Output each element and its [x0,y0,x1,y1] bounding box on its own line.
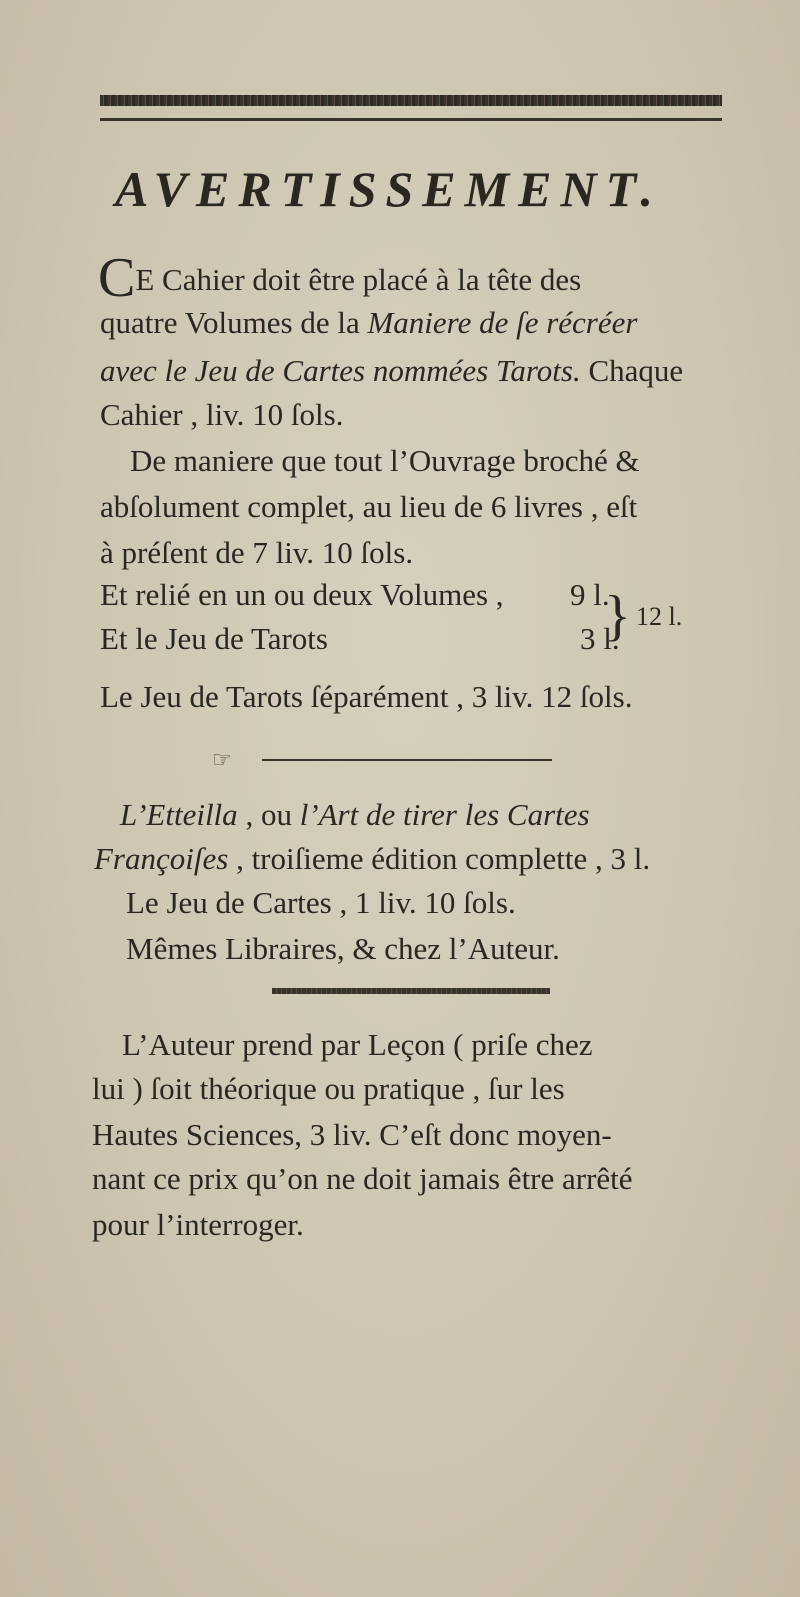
para2-line2: abſolument complet, au lieu de 6 livres , eſt [100,489,638,524]
para1-line1-text: E Cahier doit être placé à la tête des [135,262,582,297]
para1-line3-italic: avec le Jeu de Cartes nommées Tarots. [100,353,581,388]
para1-line3-text: Chaque [580,353,684,388]
etteilla-francoises-italic: Françoiſes [94,841,229,876]
para2-line3: à préſent de 7 liv. 10 ſols. [100,535,414,570]
etteilla-line2 [94,842,650,876]
lesson-line3: Hautes Sciences, 3 liv. C’eſt donc moyen- [92,1117,612,1152]
etteilla-line4: Mêmes Libraires, & chez l’Auteur. [126,931,560,966]
price-bound-label: Et relié en un ou deux Volumes , [100,577,504,612]
para1-line2-text: quatre Volumes de la [100,305,368,340]
pointing-hand-icon: ☞ [212,748,232,773]
dropcap-letter: C [98,247,136,309]
price-tarot-label: Et le Jeu de Tarots [100,621,328,656]
price-separate: Le Jeu de Tarots ſéparément , 3 liv. 12 ſols. [100,679,633,714]
para1-line3 [100,354,683,388]
etteilla-subtitle-italic: l’Art de tirer les Cartes [299,797,590,832]
price-bound-value: 9 l. [570,577,610,612]
book-title-italic: Maniere de ſe récréer [367,305,638,340]
para2-line1: De maniere que tout l’Ouvrage broché & [130,443,640,478]
short-separator-rule [262,759,552,761]
page-title: AVERTISSEMENT. [115,161,663,217]
lesson-line1: L’Auteur prend par Leçon ( priſe chez [122,1027,593,1062]
para1-line2 [100,306,637,340]
etteilla-title-italic: L’Etteilla [120,797,238,832]
etteilla-line1-text: , ou [237,797,300,832]
lesson-line2: lui ) ſoit théorique ou pratique , ſur les [92,1071,565,1106]
para1-line4: Cahier , liv. 10 ſols. [100,397,344,432]
middle-separator-rule [272,988,550,994]
etteilla-line1 [120,798,590,832]
etteilla-line3: Le Jeu de Cartes , 1 liv. 10 ſols. [126,885,516,920]
price-tarot-value: 3 l. [580,621,620,656]
etteilla-line2-text: , troiſieme édition complette , 3 l. [228,841,651,876]
price-brace: } [604,585,631,647]
lesson-line4: nant ce prix qu’on ne doit jamais être arrêté [92,1161,633,1196]
header-thin-rule [100,118,722,121]
price-total: 12 l. [636,602,683,631]
header-ornament-rule [100,95,722,106]
lesson-line5: pour l’interroger. [92,1207,304,1242]
para1-line1 [98,247,582,309]
